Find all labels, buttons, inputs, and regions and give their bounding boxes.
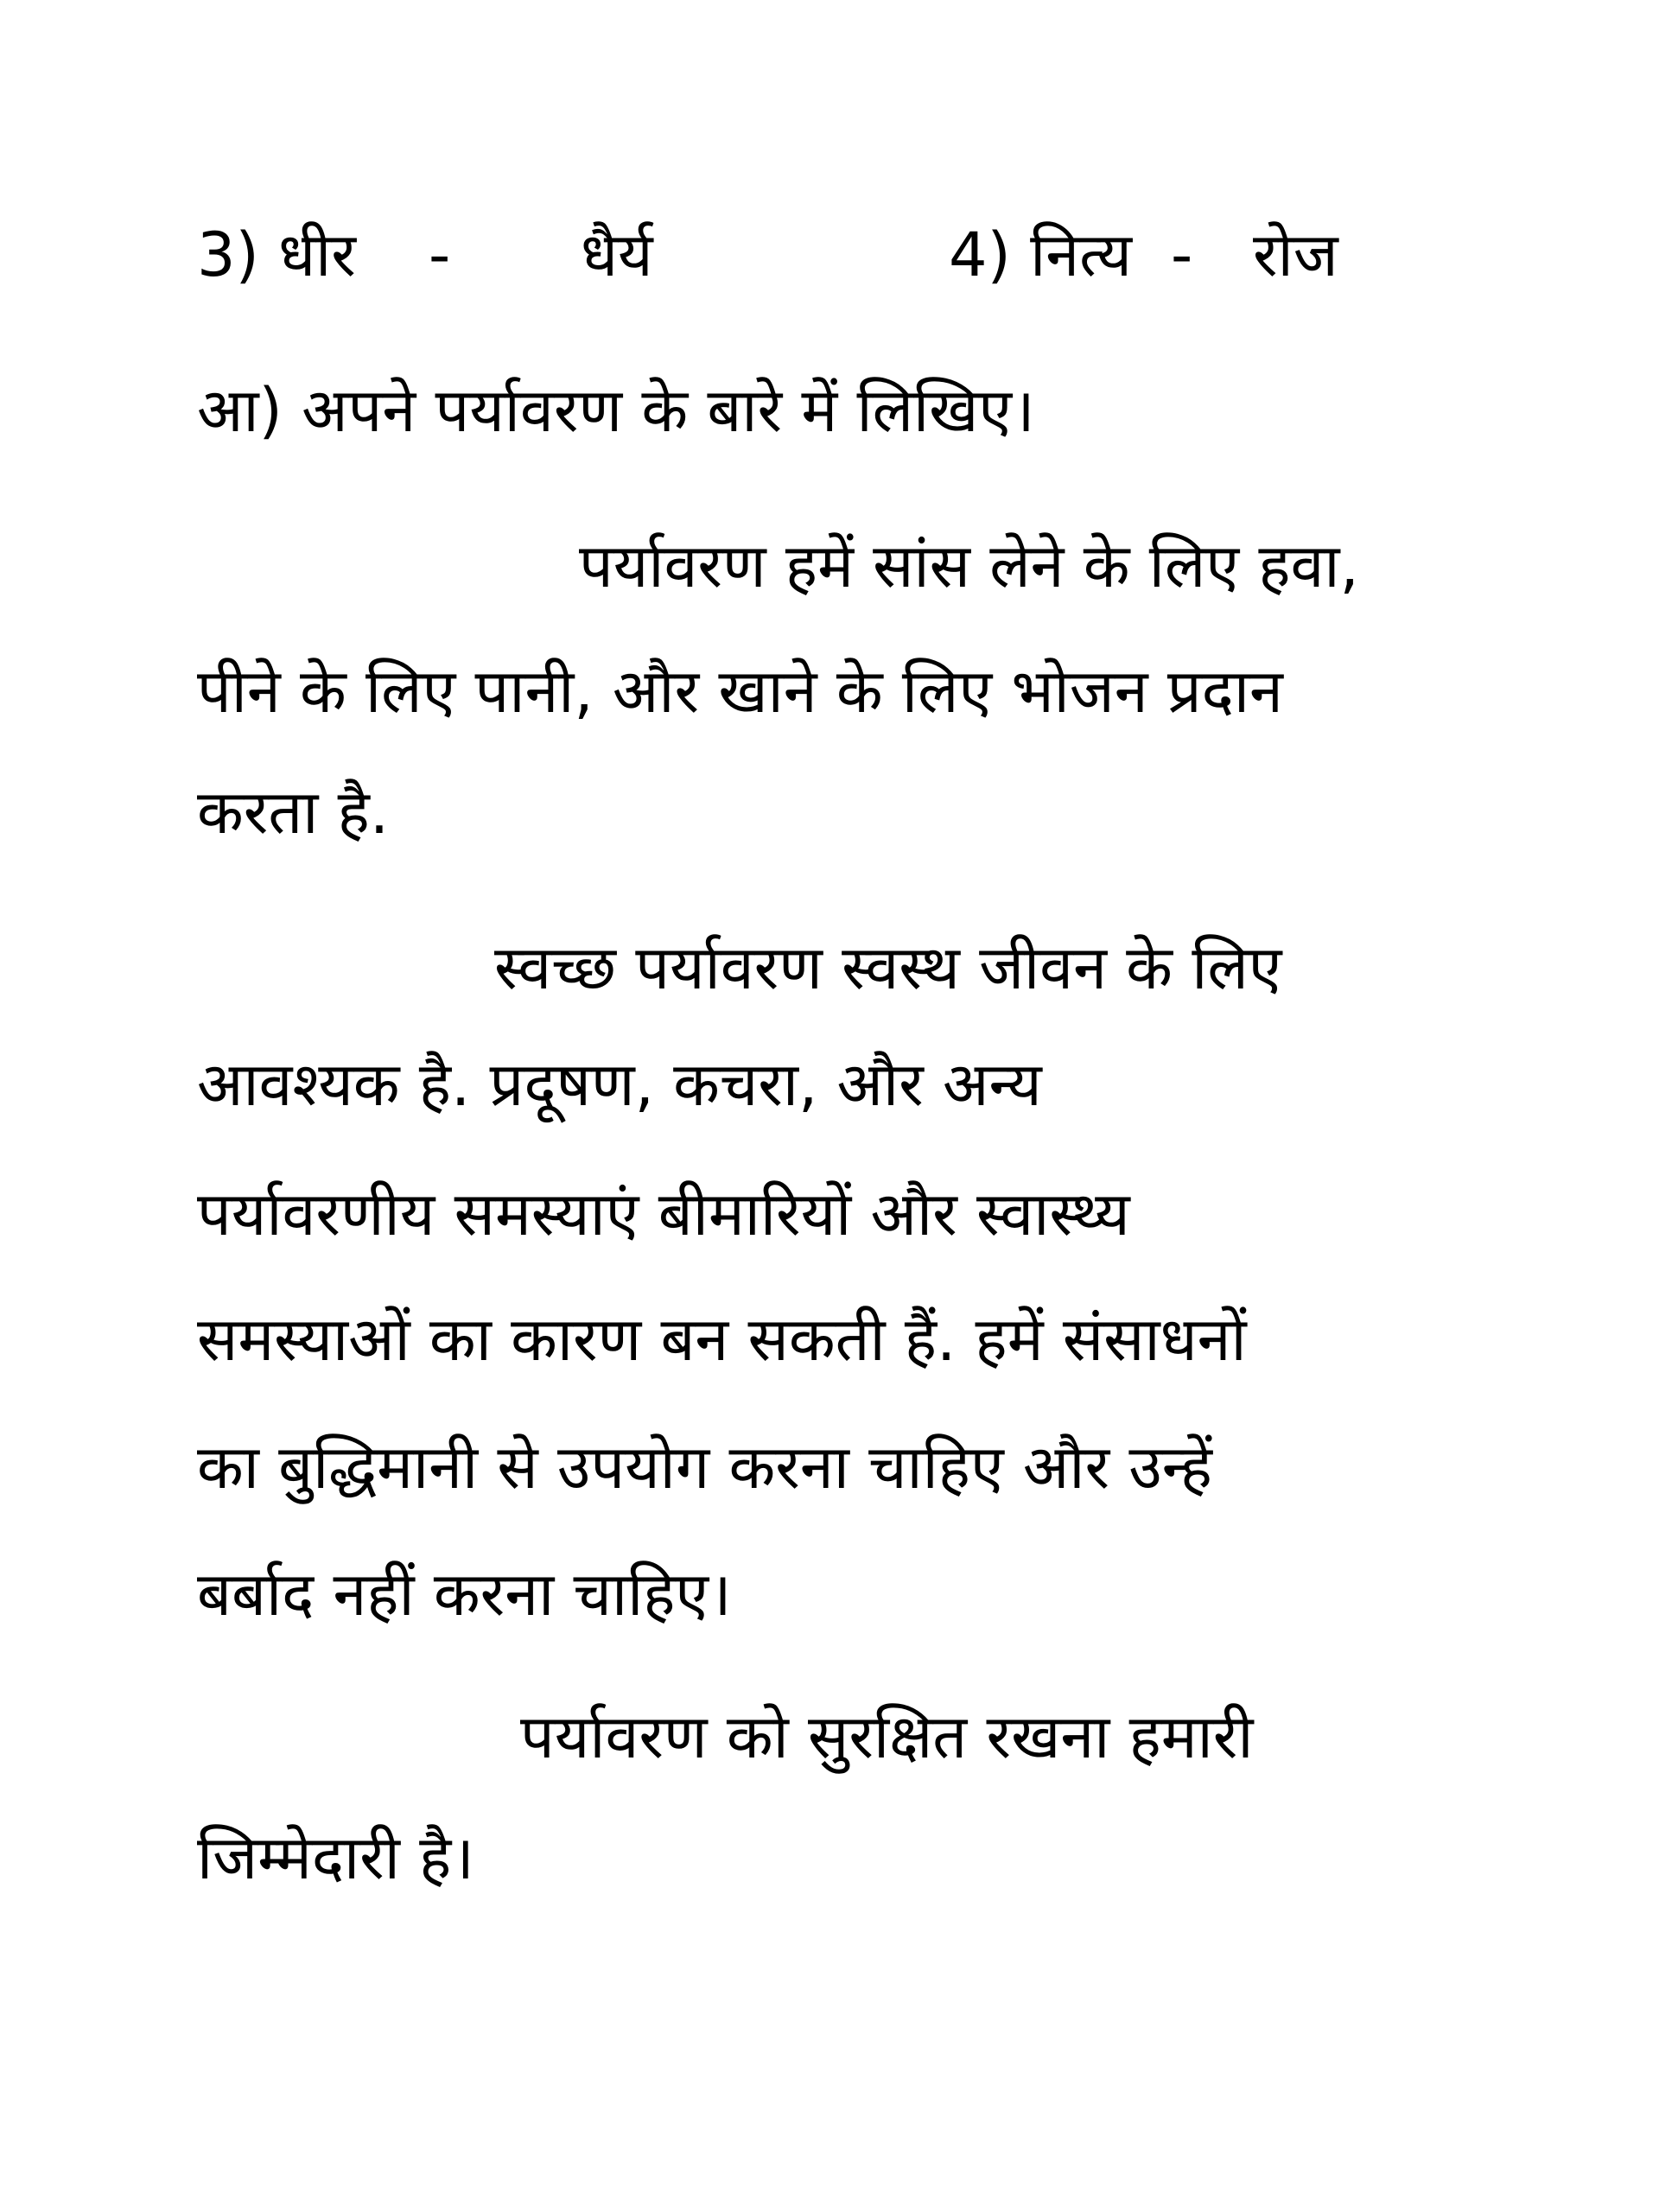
para1-line1: पर्यावरण हमें सांस लेने के लिए हवा,	[579, 531, 1359, 601]
item3-label: 3) धीर	[197, 219, 356, 290]
para3-line2: जिम्मेदारी है।	[197, 1822, 474, 1893]
para2-line3: पर्यावरणीय समस्याएं बीमारियों और स्वास्थ्य	[197, 1179, 1130, 1249]
synonym-pairs-row	[0, 212, 1659, 298]
item4-answer: रोज	[1253, 219, 1338, 290]
para3-line1: पर्यावरण को सुरक्षित रखना हमारी	[520, 1701, 1254, 1772]
item3-dash: -	[429, 219, 451, 290]
para1-line2: पीने के लिए पानी, और खाने के लिए भोजन प्रदान	[197, 656, 1283, 727]
para2-line2: आवश्यक है. प्रदूषण, कचरा, और अन्य	[197, 1049, 1042, 1120]
item4-label: 4) नित्य	[949, 219, 1132, 290]
para1-line3: करता है.	[197, 777, 390, 848]
para2-line5: का बुद्धिमानी से उपयोग करना चाहिए और उन्हें	[197, 1432, 1212, 1503]
para2-line6: बर्बाद नहीं करना चाहिए।	[197, 1559, 732, 1630]
para2-line4: समस्याओं का कारण बन सकती हैं. हमें संसाधनों	[197, 1304, 1247, 1375]
item4-dash: -	[1171, 219, 1193, 290]
para2-line1: स्वच्छ पर्यावरण स्वस्थ जीवन के लिए	[494, 932, 1282, 1003]
question-heading: आ) अपने पर्यावरण के बारे में लिखिए।	[197, 375, 1035, 446]
item3-answer: धैर्य	[581, 219, 653, 290]
